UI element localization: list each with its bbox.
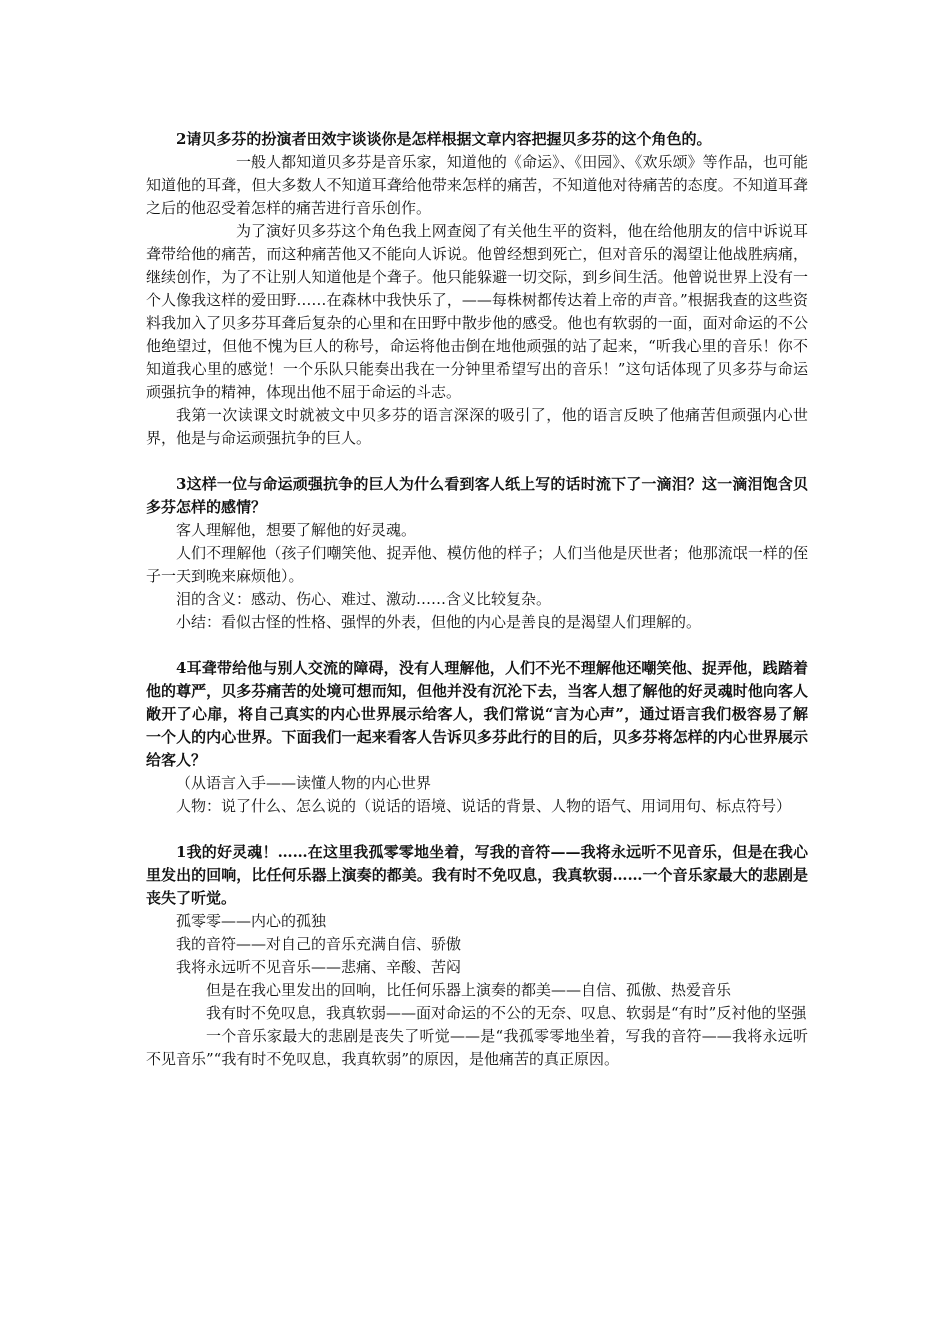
answer-line: 人们不理解他（孩子们嘲笑他、捉弄他、模仿他的样子；人们当他是厌世者；他那流氓一样的侄子一天到晚来麻烦他）。	[146, 544, 808, 585]
spacer	[146, 450, 808, 473]
analysis-line: 我将永远听不见音乐——悲痛、辛酸、苦闷	[176, 958, 462, 976]
answer-line: （从语言入手——读懂人物的内心世界	[176, 774, 432, 792]
answer-paragraph: 我第一次读课文时就被文中贝多芬的语言深深的吸引了，他的语言反映了他痛苦但顽强内心世界，他是与命运顽强抗争的巨人。	[146, 406, 808, 447]
spacer	[146, 818, 808, 841]
analysis-line: 我有时不免叹息，我真软弱——面对命运的不公的无奈、叹息、软弱是“有时”反衬他的坚强	[206, 1004, 807, 1022]
question-3: 3这样一位与命运顽强抗争的巨人为什么看到客人纸上写的话时流下了一滴泪？这一滴泪饱含贝多芬怎样的感情？	[146, 475, 808, 516]
answer-line: 人物：说了什么、怎么说的（说话的语境、说话的背景、人物的语气、用词用句、标点符号）	[176, 797, 792, 815]
spacer	[146, 634, 808, 657]
answer-paragraph: 为了演好贝多芬这个角色我上网查阅了有关他生平的资料，他在给他朋友的信中诉说耳聋带给他的痛苦，而这种痛苦他又不能向人诉说。他曾经想到死亡，但对音乐的渴望让他战胜病痛，继续创作，为了不让别人知道他是个聋子。他只能躲避一切交际，到乡间生活。他曾说世界上没有一个人像我这样的爱田野……在森林中我快乐了，——每株树都传达着上帝的声音。”根据我查的这些资料我加入了贝多芬耳聋后复杂的心里和在田野中散步他的感受。他也有软弱的一面，面对命运的不公他绝望过，但他不愧为巨人的称号，命运将他击倒在地他顽强的站了起来，“听我心里的音乐！你不知道我心里的感觉！一个乐队只能奏出我在一分钟里希望写出的音乐！”这句话体现了贝多芬与命运顽强抗争的精神，体现出他不屈于命运的斗志。	[146, 222, 808, 401]
analysis-line: 我的音符——对自己的音乐充满自信、骄傲	[176, 935, 462, 953]
answer-line: 泪的含义：感动、伤心、难过、激动……含义比较复杂。	[176, 590, 552, 608]
analysis-line: 但是在我心里发出的回响，比任何乐器上演奏的都美——自信、孤傲、热爱音乐	[206, 981, 732, 999]
answer-paragraph: 一般人都知道贝多芬是音乐家，知道他的《命运》、《田园》、《欢乐颂》等作品，也可能知道他的耳聋，但大多数人不知道耳聋给他带来怎样的痛苦，不知道他对待痛苦的态度。不知道耳聋之后的他忍受着怎样的痛苦进行音乐创作。	[146, 153, 808, 217]
answer-line: 小结：看似古怪的性格、强悍的外表，但他的内心是善良的是渴望人们理解的。	[176, 613, 702, 631]
question-4: 4耳聋带给他与别人交流的障碍，没有人理解他，人们不光不理解他还嘲笑他、捉弄他，践踏着他的尊严，贝多芬痛苦的处境可想而知，但他并没有沉沦下去，当客人想了解他的好灵魂时他向客人敞开了心扉，将自己真实的内心世界展示给客人，我们常说“言为心声”，通过语言我们极容易了解一个人的内心世界。下面我们一起来看客人告诉贝多芬此行的目的后，贝多芬将怎样的内心世界展示给客人？	[146, 659, 808, 769]
quote-1: 1我的好灵魂！……在这里我孤零零地坐着，写我的音符——我将永远听不见音乐，但是在我心里发出的回响，比任何乐器上演奏的都美。我有时不免叹息，我真软弱……一个音乐家最大的悲剧是丧失了听觉。	[146, 843, 808, 907]
analysis-line: 一个音乐家最大的悲剧是丧失了听觉——是“我孤零零地坐着，写我的音符——我将永远听不见音乐”“我有时不免叹息，我真软弱”的原因，是他痛苦的真正原因。	[146, 1027, 808, 1068]
analysis-line: 孤零零——内心的孤独	[176, 912, 327, 930]
document-page	[146, 128, 808, 1071]
question-2: 2请贝多芬的扮演者田效宇谈谈你是怎样根据文章内容把握贝多芬的这个角色的。	[176, 130, 712, 148]
answer-line: 客人理解他，想要了解他的好灵魂。	[176, 521, 417, 539]
